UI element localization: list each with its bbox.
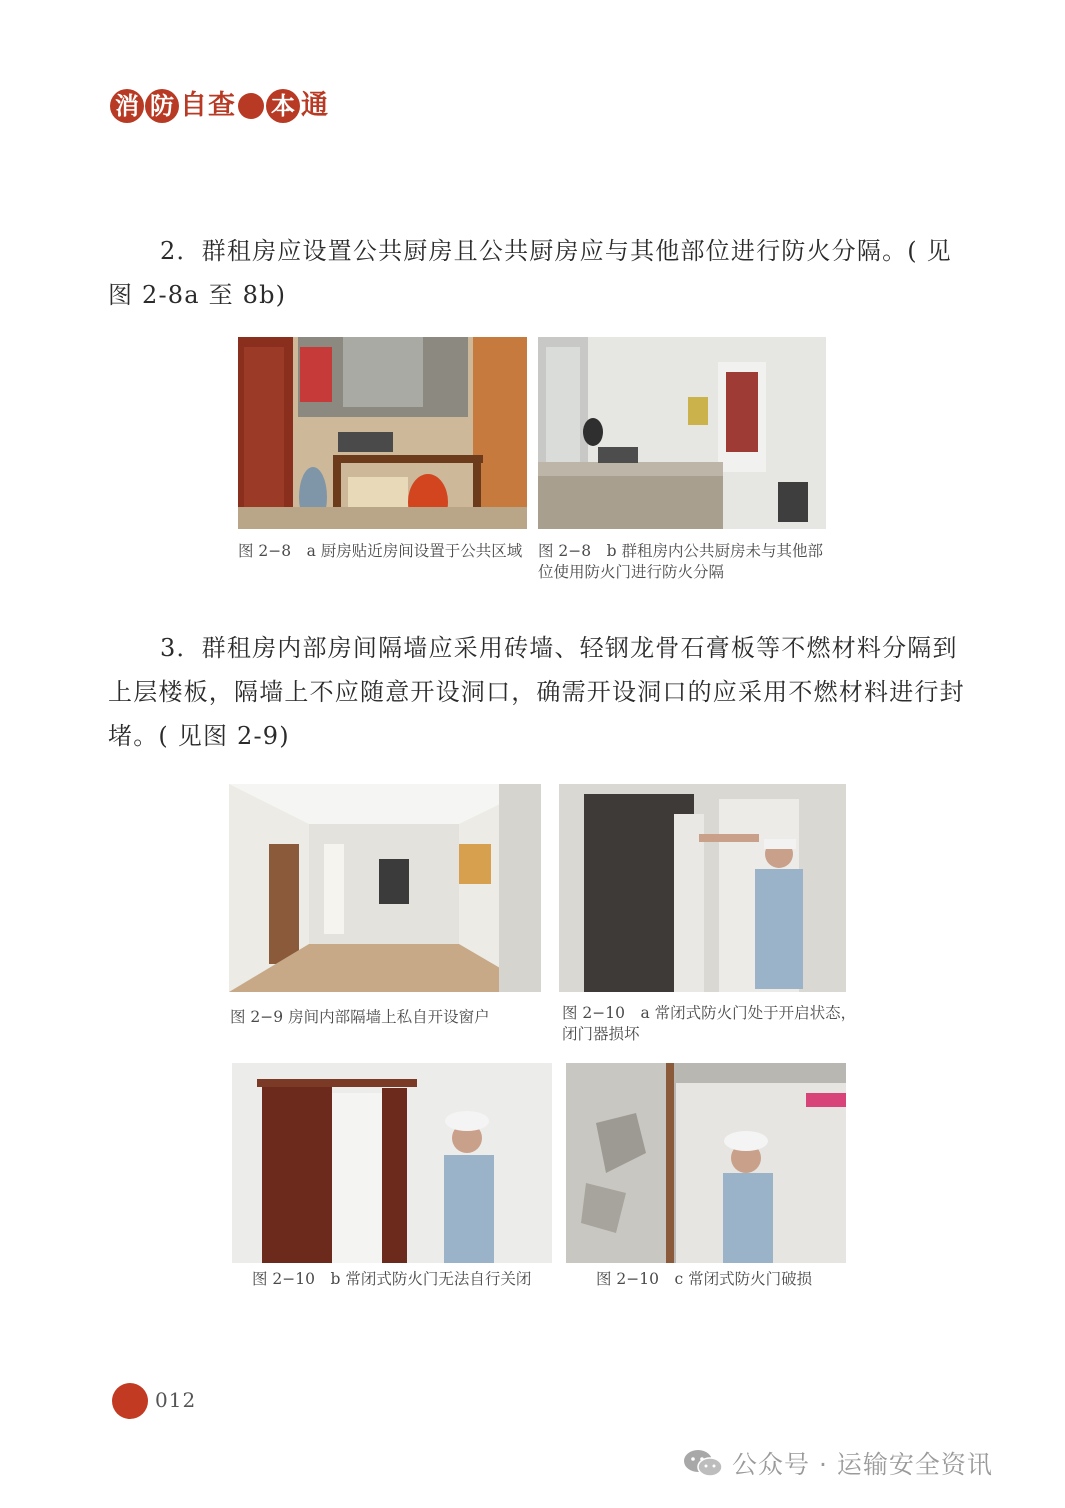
figure-2-10b-caption: 图 2−10 b 常闭式防火门无法自行关闭: [252, 1270, 532, 1288]
section-3-paragraph: [108, 626, 966, 758]
logo-char: 查: [208, 90, 235, 121]
logo-dot-icon: [238, 93, 264, 119]
wechat-icon: [682, 1448, 724, 1478]
photo-fire-door-not-closing: [232, 1063, 552, 1263]
photo-fire-door-damaged: [566, 1063, 846, 1263]
logo-char: 通: [301, 90, 328, 121]
figure-2-10a-caption: 图 2−10 a 常闭式防火门处于开启状态，闭门器损坏: [562, 1004, 857, 1043]
section-3-text: 3．群租房内部房间隔墙应采用砖墙、轻钢龙骨石膏板等不燃材料分隔到上层楼板，隔墙上不应随意开设洞口，确需开设洞口的应采用不燃材料进行封堵。( 见图 2-9): [108, 634, 965, 750]
section-2-paragraph: [108, 229, 966, 317]
figure-2-10c-caption: 图 2−10 c 常闭式防火门破损: [596, 1270, 813, 1288]
logo-char: 自: [180, 90, 207, 121]
figure-2-8a-caption: 图 2−8 a 厨房贴近房间设置于公共区域: [238, 542, 523, 560]
photo-fire-door-open: [559, 784, 846, 992]
watermark: [682, 1445, 993, 1481]
logo-char: 防: [145, 89, 179, 123]
watermark-text: 公众号 · 运输安全资讯: [732, 1450, 993, 1479]
photo-corridor-partition: [229, 784, 541, 992]
logo-char: 消: [110, 89, 144, 123]
logo-char: 本: [266, 89, 300, 123]
photo-shared-kitchen: [538, 337, 826, 529]
book-logo: [110, 88, 329, 124]
figure-2-9-caption: 图 2−9 房间内部隔墙上私自开设窗户: [230, 1008, 490, 1026]
page-number-dot-icon: [112, 1383, 148, 1419]
photo-kitchen-near-room: [238, 337, 527, 529]
page-number: 012: [155, 1388, 197, 1412]
section-2-text: 2．群租房应设置公共厨房且公共厨房应与其他部位进行防火分隔。( 见图 2-8a 至 8b): [108, 237, 952, 309]
figure-2-8b-caption: 图 2−8 b 群租房内公共厨房未与其他部位使用防火门进行防火分隔: [538, 542, 823, 581]
